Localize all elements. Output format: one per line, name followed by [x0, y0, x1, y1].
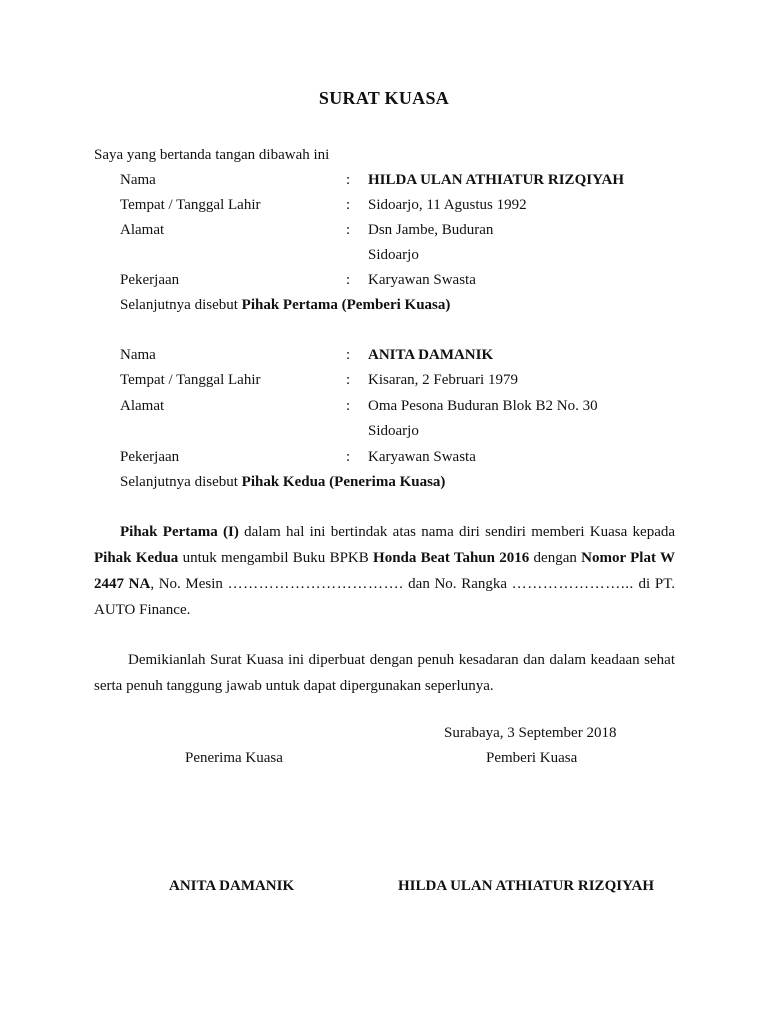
first-address-label: Alamat	[120, 222, 165, 238]
receiver-label: Penerima Kuasa	[185, 750, 283, 766]
first-birth-value: Sidoarjo, 11 Agustus 1992	[368, 197, 527, 213]
text-run: dalam hal ini bertindak atas nama diri sendiri memberi Kuasa kepada	[238, 524, 676, 540]
colon: :	[346, 197, 351, 213]
colon: :	[346, 347, 351, 363]
second-birth-value: Kisaran, 2 Februari 1979	[368, 372, 518, 388]
second-name-label: Nama	[120, 347, 156, 363]
colon: :	[346, 272, 351, 288]
second-address-line2: Sidoarjo	[368, 423, 419, 439]
reference-prefix: Selanjutnya disebut	[120, 297, 242, 313]
second-job-value: Karyawan Swasta	[368, 449, 476, 465]
bold-phrase: Pihak Pertama (I)	[120, 524, 239, 540]
first-name-value: HILDA ULAN ATHIATUR RIZQIYAH	[368, 172, 625, 188]
second-address-label: Alamat	[120, 398, 165, 414]
text-run: , No. Mesin	[150, 576, 228, 592]
reference-prefix: Selanjutnya disebut	[120, 474, 242, 490]
body-paragraph-2: Demikianlah Surat Kuasa ini diperbuat dengan penuh kesadaran dan dalam keadaan sehat serta penuh tanggung jawab untuk dapat dipergunakan seperlunya.	[94, 652, 675, 694]
bold-phrase: Nomor Plat W 2447 NA	[94, 550, 675, 592]
first-job-label: Pekerjaan	[120, 272, 180, 288]
text-run: dan No. Rangka	[403, 576, 512, 592]
second-party-reference	[120, 473, 445, 491]
second-address-line1: Oma Pesona Buduran Blok B2 No. 30	[368, 398, 598, 414]
text-run: dengan	[529, 550, 582, 566]
receiver-signature-name: ANITA DAMANIK	[169, 878, 295, 894]
reference-bold: Pihak Pertama (Pemberi Kuasa)	[241, 297, 451, 313]
text-run: di PT. AUTO Finance.	[94, 576, 675, 618]
intro-text: Saya yang bertanda tangan dibawah ini	[94, 147, 330, 163]
blank-dots: …………………...	[511, 576, 634, 592]
first-name-label: Nama	[120, 172, 156, 188]
first-party-reference	[120, 296, 450, 314]
first-address-line1: Dsn Jambe, Buduran	[368, 222, 494, 238]
giver-signature-name: HILDA ULAN ATHIATUR RIZQIYAH	[398, 878, 655, 894]
first-job-value: Karyawan Swasta	[368, 272, 476, 288]
text-run: untuk mengambil Buku BPKB	[178, 550, 374, 566]
document-title: SURAT KUASA	[318, 88, 450, 108]
bold-phrase: Pihak Kedua	[94, 550, 179, 566]
second-name-value: ANITA DAMANIK	[368, 347, 494, 363]
reference-bold: Pihak Kedua (Penerima Kuasa)	[241, 474, 446, 490]
bold-phrase: Honda Beat Tahun 2016	[373, 550, 530, 566]
colon: :	[346, 222, 351, 238]
colon: :	[346, 449, 351, 465]
blank-dots: …………………………….	[227, 576, 404, 592]
body-paragraph-1	[94, 519, 675, 623]
second-job-label: Pekerjaan	[120, 449, 180, 465]
first-address-line2: Sidoarjo	[368, 247, 419, 263]
colon: :	[346, 172, 351, 188]
colon: :	[346, 372, 351, 388]
place-date: Surabaya, 3 September 2018	[444, 725, 617, 741]
first-birth-label: Tempat / Tanggal Lahir	[120, 197, 261, 213]
giver-label: Pemberi Kuasa	[486, 750, 578, 766]
second-birth-label: Tempat / Tanggal Lahir	[120, 372, 261, 388]
colon: :	[346, 398, 351, 414]
